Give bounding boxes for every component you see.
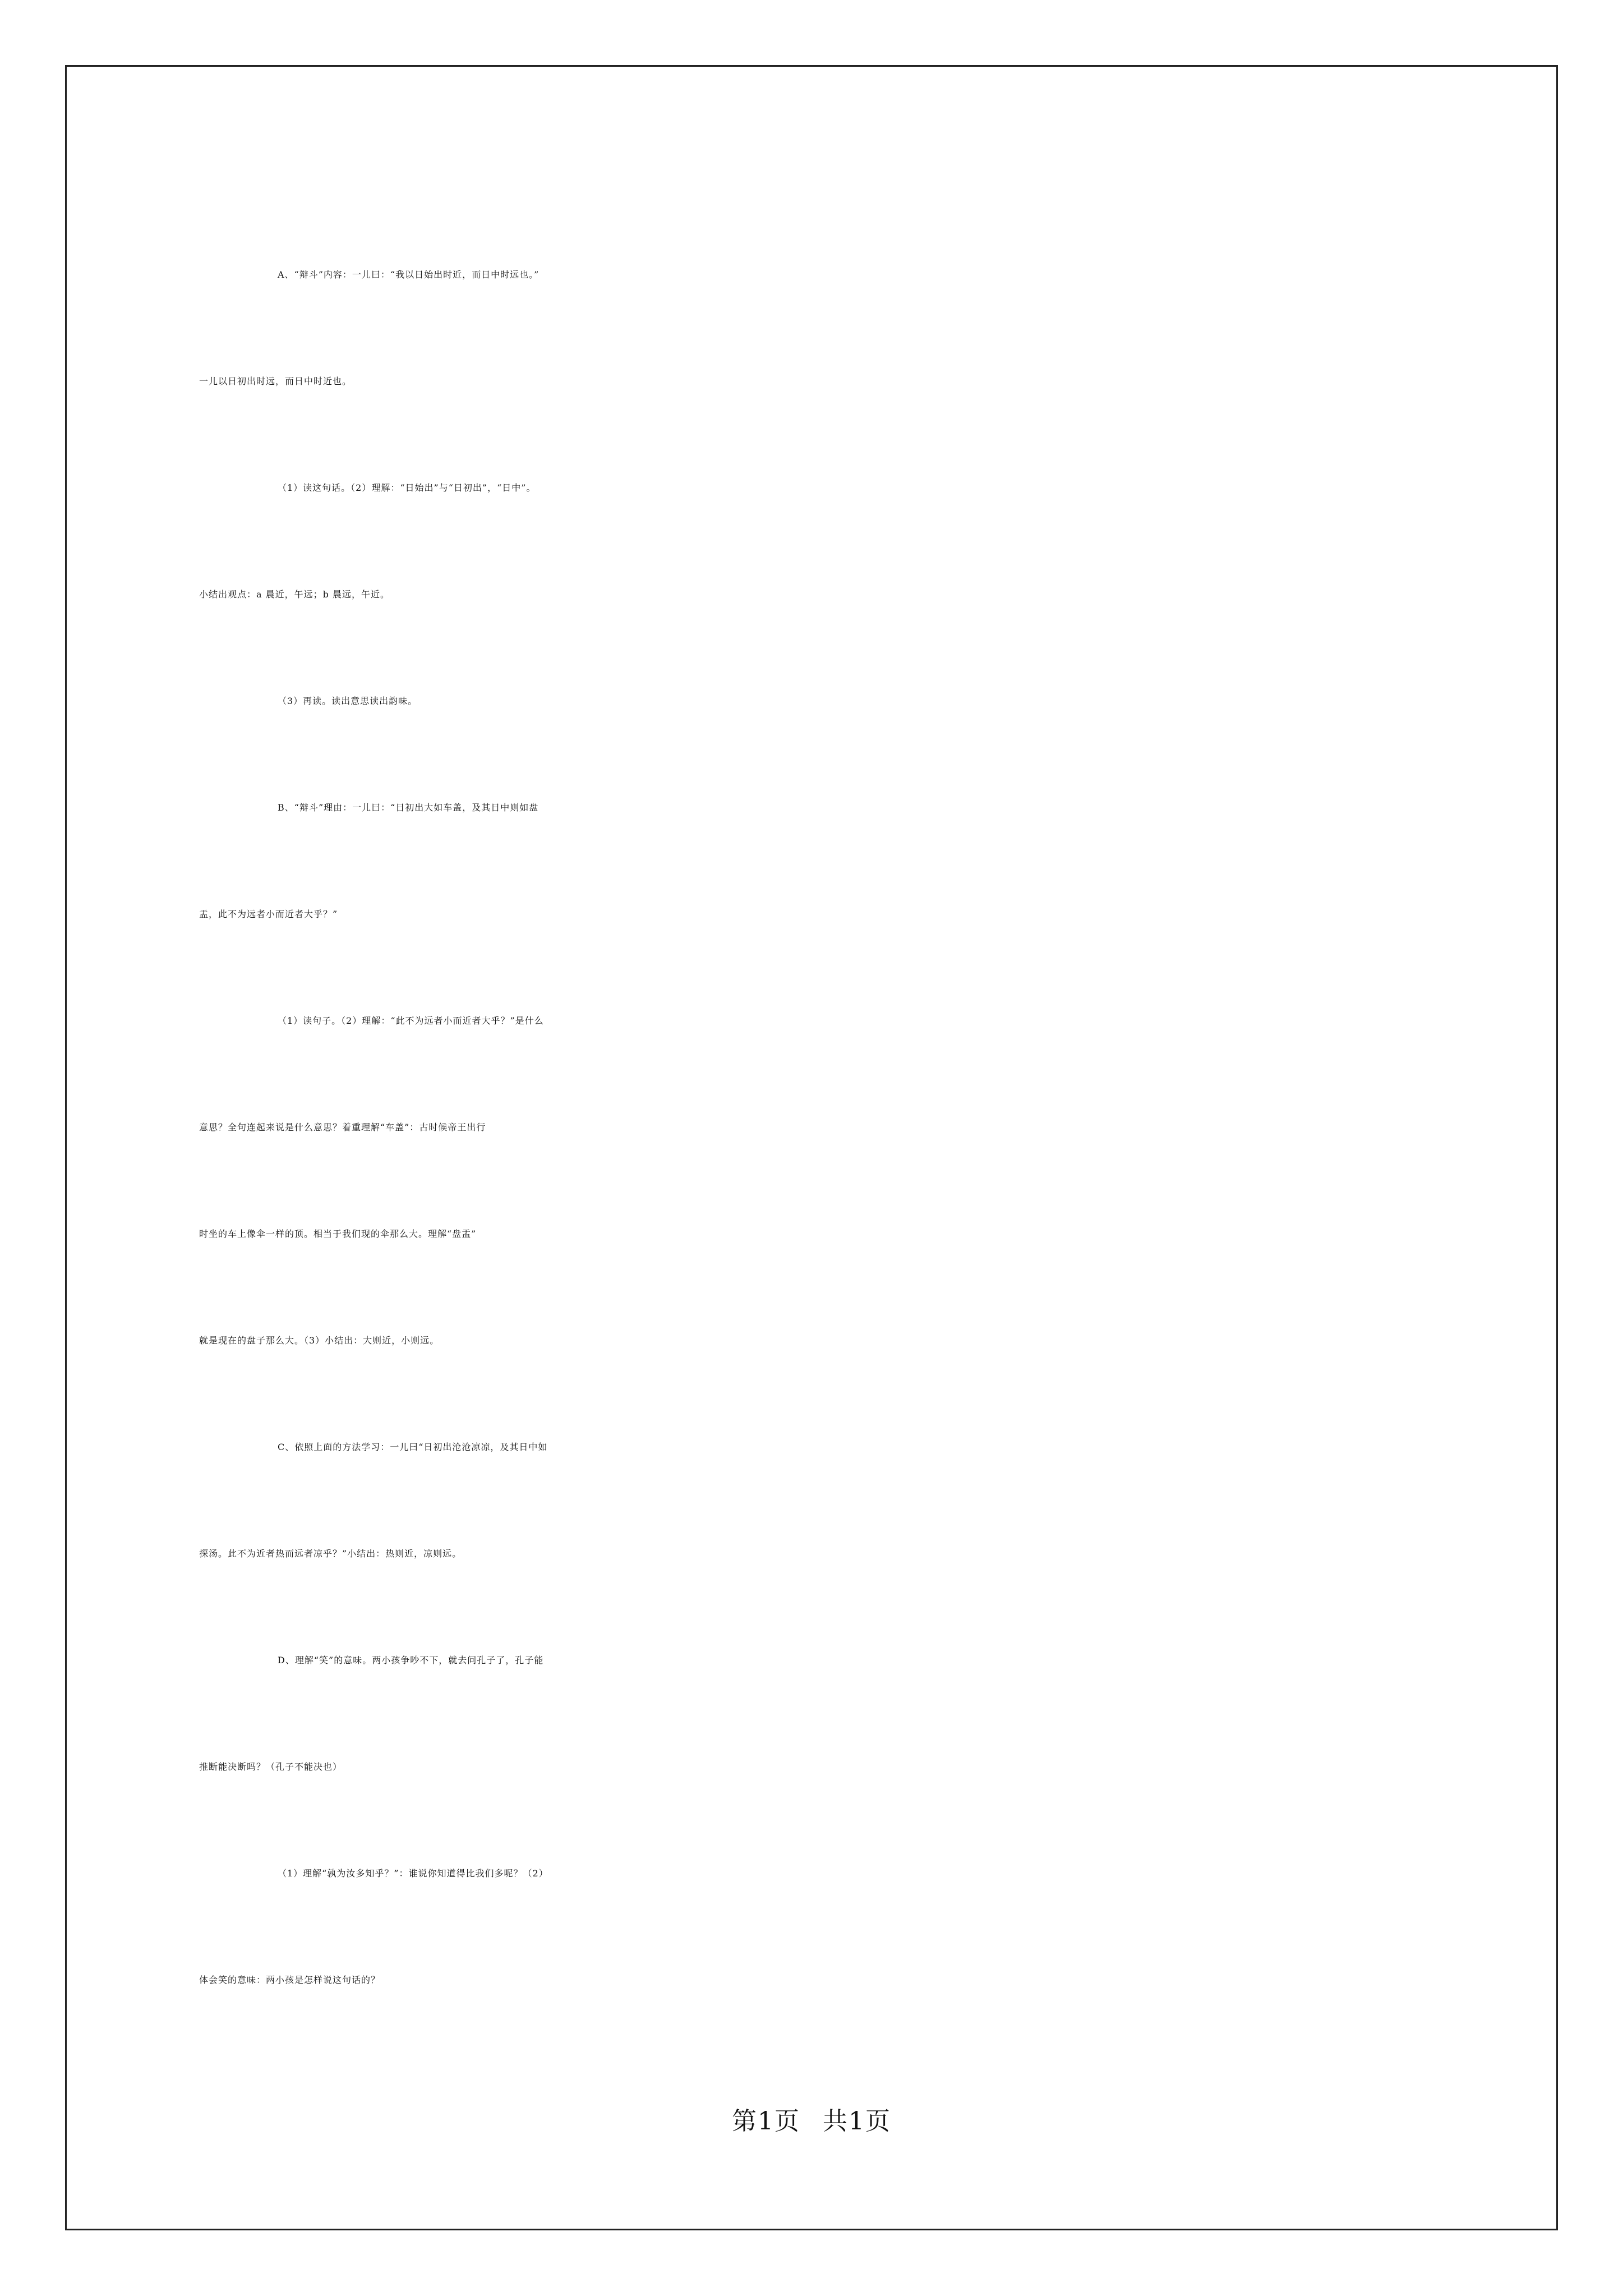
text-line: 就是现在的盘子那么大。（3）小结出：大则近，小则远。 bbox=[199, 1335, 440, 1346]
text-line: C、依照上面的方法学习：一儿曰“日初出沧沧凉凉，及其日中如 bbox=[278, 1442, 548, 1452]
text-line: （1）读句子。（2）理解：“此不为远者小而近者大乎？”是什么 bbox=[278, 1015, 544, 1026]
text-line: 探汤。此不为近者热而远者凉乎？”小结出：热则近，凉则远。 bbox=[199, 1548, 462, 1559]
text-line: A、“辩斗”内容：一儿曰：“我以日始出时近，而日中时远也。” bbox=[278, 269, 540, 280]
page-total: 共1页 bbox=[823, 2107, 891, 2136]
text-line: 时坐的车上像伞一样的顶。相当于我们现的伞那么大。理解“盘盂” bbox=[199, 1228, 477, 1239]
text-line: 体会笑的意味：两小孩是怎样说这句话的？ bbox=[199, 1975, 381, 1985]
text-line: 盂，此不为远者小而近者大乎？” bbox=[199, 909, 338, 919]
text-line: （1）读这句话。（2）理解：“日始出”与“日初出”，“日中”。 bbox=[278, 482, 536, 493]
text-line: 意思？全句连起来说是什么意思？着重理解“车盖”：古时候帝王出行 bbox=[199, 1122, 486, 1133]
text-line: 推断能决断吗？（孔子不能决也） bbox=[199, 1761, 343, 1772]
page-number: 第1页 bbox=[732, 2107, 800, 2136]
text-line: （1）理解“孰为汝多知乎？”：谁说你知道得比我们多呢？（2） bbox=[278, 1868, 548, 1879]
text-line: （3）再读。读出意思读出韵味。 bbox=[278, 696, 418, 706]
text-line: 一儿以日初出时远，而日中时近也。 bbox=[199, 376, 352, 386]
text-line: D、理解“笑”的意味。两小孩争吵不下，就去问孔子了，孔子能 bbox=[278, 1655, 544, 1665]
document-body bbox=[199, 222, 1441, 2033]
text-line: 小结出观点：a 晨近，午远；b 晨远，午近。 bbox=[199, 589, 390, 600]
page-footer bbox=[0, 2101, 1623, 2137]
text-line: B、“辩斗”理由：一儿曰：“日初出大如车盖，及其日中则如盘 bbox=[278, 802, 539, 813]
